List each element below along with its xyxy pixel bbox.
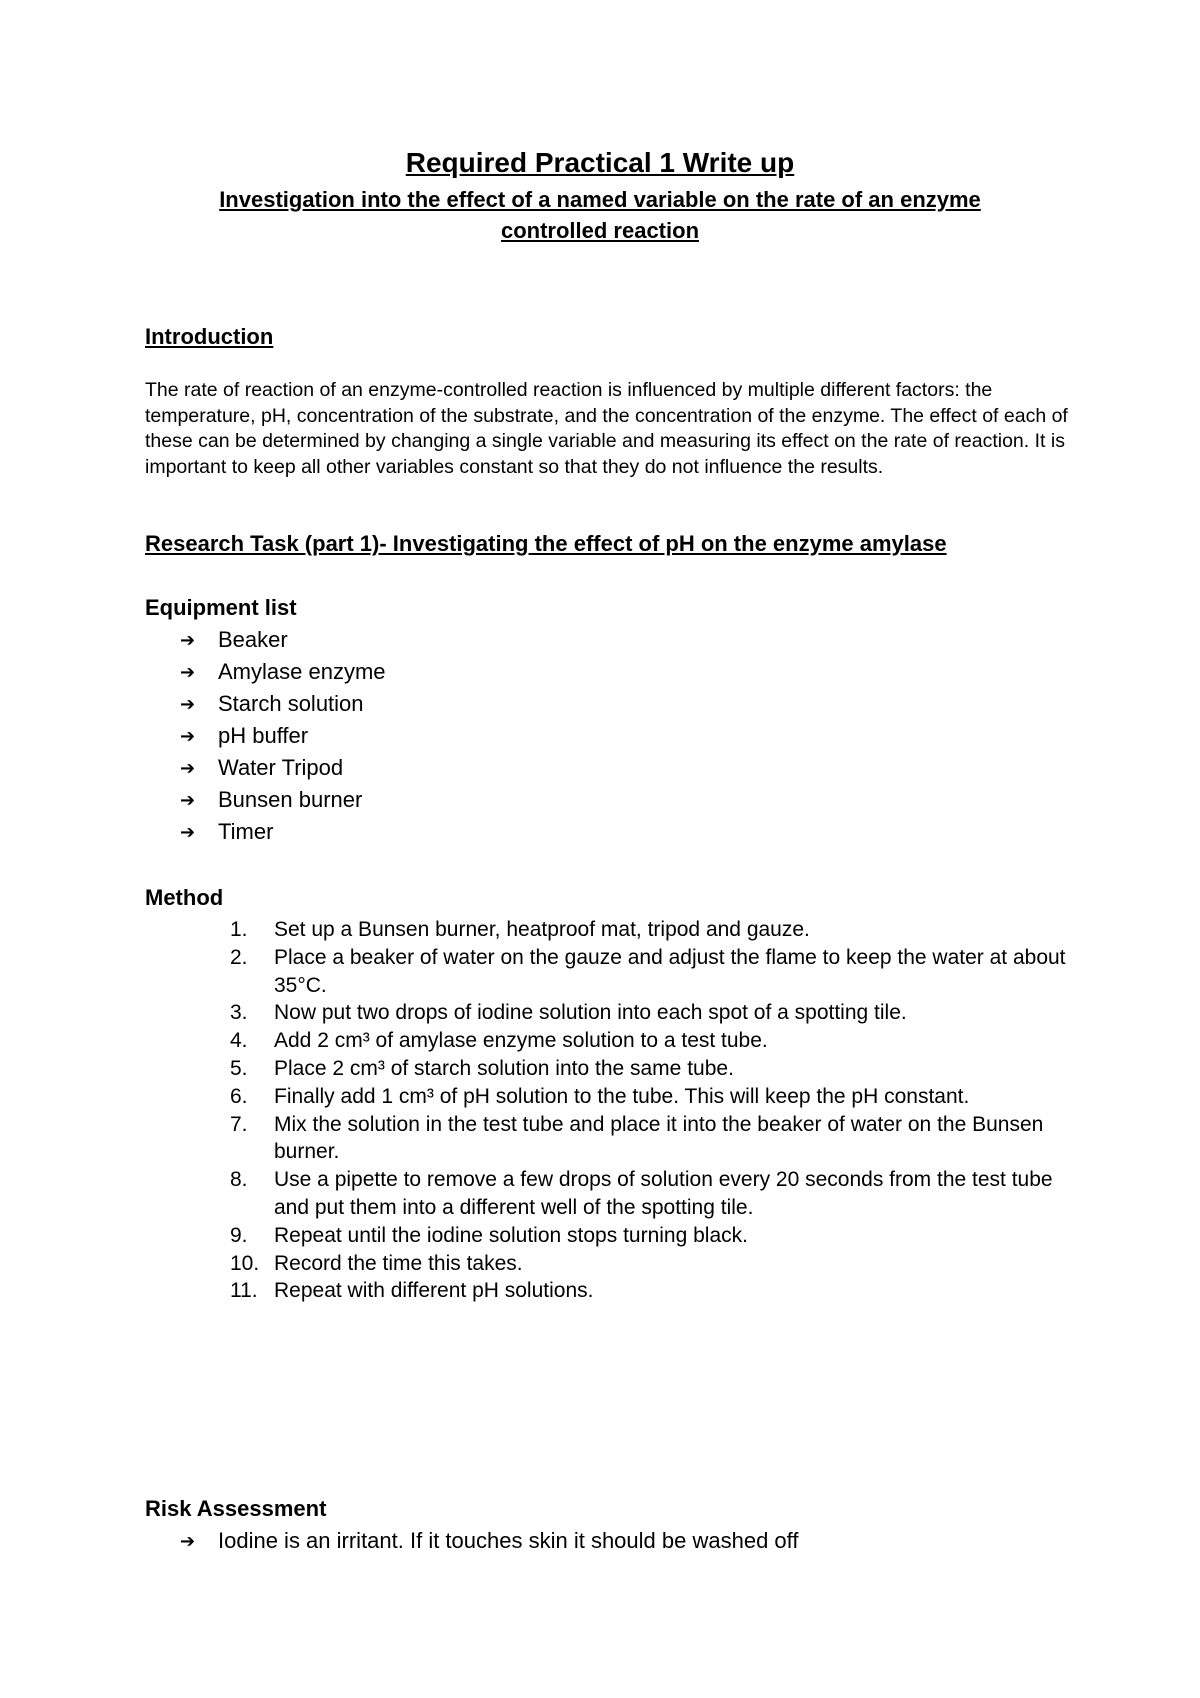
list-item: [180, 688, 386, 720]
method-step: [230, 1111, 1080, 1167]
equipment-item: Starch solution: [218, 691, 364, 716]
step-number: 8.: [230, 1168, 248, 1192]
list-item: [180, 720, 386, 752]
step-text: Repeat with different pH solutions.: [274, 1279, 594, 1303]
research-task-heading-text: Research Task (part 1)- Investigating the effect of pH on the enzyme amylase: [145, 531, 947, 556]
list-item: [180, 656, 386, 688]
step-number: 1.: [230, 918, 248, 941]
method-step: [230, 1277, 1080, 1305]
equipment-item: Beaker: [218, 627, 288, 652]
step-text: Use a pipette to remove a few drops of solution every 20 seconds from the test tube and put them into a different well of the spotting tile.: [274, 1168, 1053, 1219]
research-task-heading: [145, 530, 947, 558]
arrow-icon: ➔: [180, 694, 196, 714]
page-title-text: Required Practical 1 Write up: [405, 147, 795, 178]
step-text: Repeat until the iodine solution stops turning black.: [274, 1223, 748, 1247]
method-step: [230, 1083, 1080, 1111]
equipment-item: Amylase enzyme: [218, 659, 386, 684]
method-step: [230, 944, 1080, 1000]
method-list: [230, 916, 1080, 1305]
arrow-icon: ➔: [180, 822, 196, 842]
step-text: Record the time this takes.: [274, 1251, 523, 1275]
step-number: 9.: [230, 1223, 248, 1247]
arrow-icon: ➔: [180, 1531, 196, 1551]
method-step: [230, 1027, 1080, 1055]
step-text: Mix the solution in the test tube and place it into the beaker of water on the Bunsen burner.: [274, 1112, 1044, 1164]
arrow-icon: ➔: [180, 790, 196, 810]
method-step: [230, 999, 1080, 1027]
step-number: 11.: [230, 1279, 258, 1303]
introduction-paragraph: The rate of reaction of an enzyme-controlled reaction is influenced by multiple different factors: the temperature, pH, concentration of the substrate, and the concentration of the enzyme. The effect of each of these can be determined by changing a single variable and measuring its effect on the rate of reaction. It is important to keep all other variables constant so that they do not influence the results.: [145, 379, 1068, 478]
step-number: 4.: [230, 1029, 248, 1053]
equipment-item: Bunsen burner: [218, 787, 363, 812]
page-subtitle: [180, 184, 1020, 246]
step-text: Add 2 cm³ of amylase enzyme solution to a test tube.: [274, 1029, 768, 1053]
method-step: [230, 1250, 1080, 1278]
step-text: Set up a Bunsen burner, heatproof mat, tripod and gauze.: [274, 918, 810, 941]
step-number: 2.: [230, 945, 248, 969]
method-step: [230, 1055, 1080, 1083]
step-number: 3.: [230, 1001, 248, 1025]
step-number: 6.: [230, 1084, 248, 1108]
arrow-icon: ➔: [180, 662, 196, 682]
equipment-list: [180, 624, 386, 848]
method-step: [230, 1222, 1080, 1250]
arrow-icon: ➔: [180, 758, 196, 778]
arrow-icon: ➔: [180, 726, 196, 746]
list-item: [180, 752, 386, 784]
equipment-heading: Equipment list: [145, 595, 297, 620]
page-subtitle-text: Investigation into the effect of a named variable on the rate of an enzyme controlled reaction: [219, 187, 981, 243]
step-text: Place a beaker of water on the gauze and adjust the flame to keep the water at about 35°C.: [274, 945, 1066, 997]
step-text: Now put two drops of iodine solution into each spot of a spotting tile.: [274, 1001, 907, 1025]
risk-assessment-heading: Risk Assessment: [145, 1496, 327, 1521]
step-number: 5.: [230, 1056, 248, 1080]
equipment-item: Timer: [218, 819, 274, 844]
introduction-heading: [145, 323, 273, 351]
equipment-item: pH buffer: [218, 723, 309, 748]
list-item: [180, 816, 386, 848]
step-text: Place 2 cm³ of starch solution into the same tube.: [274, 1056, 734, 1080]
page-title: [0, 146, 1200, 180]
risk-item: Iodine is an irritant. If it touches skin it should be washed off: [218, 1528, 799, 1553]
risk-list: [180, 1525, 798, 1557]
step-number: 7.: [230, 1112, 248, 1136]
equipment-item: Water Tripod: [218, 755, 344, 780]
method-heading: Method: [145, 885, 224, 910]
step-number: 10.: [230, 1251, 260, 1275]
method-step: [230, 1166, 1080, 1222]
method-step: [230, 916, 1080, 944]
step-text: Finally add 1 cm³ of pH solution to the tube. This will keep the pH constant.: [274, 1084, 970, 1108]
arrow-icon: ➔: [180, 630, 196, 650]
list-item: [180, 624, 386, 656]
list-item: [180, 784, 386, 816]
list-item: [180, 1525, 798, 1557]
introduction-heading-text: Introduction: [145, 324, 274, 349]
